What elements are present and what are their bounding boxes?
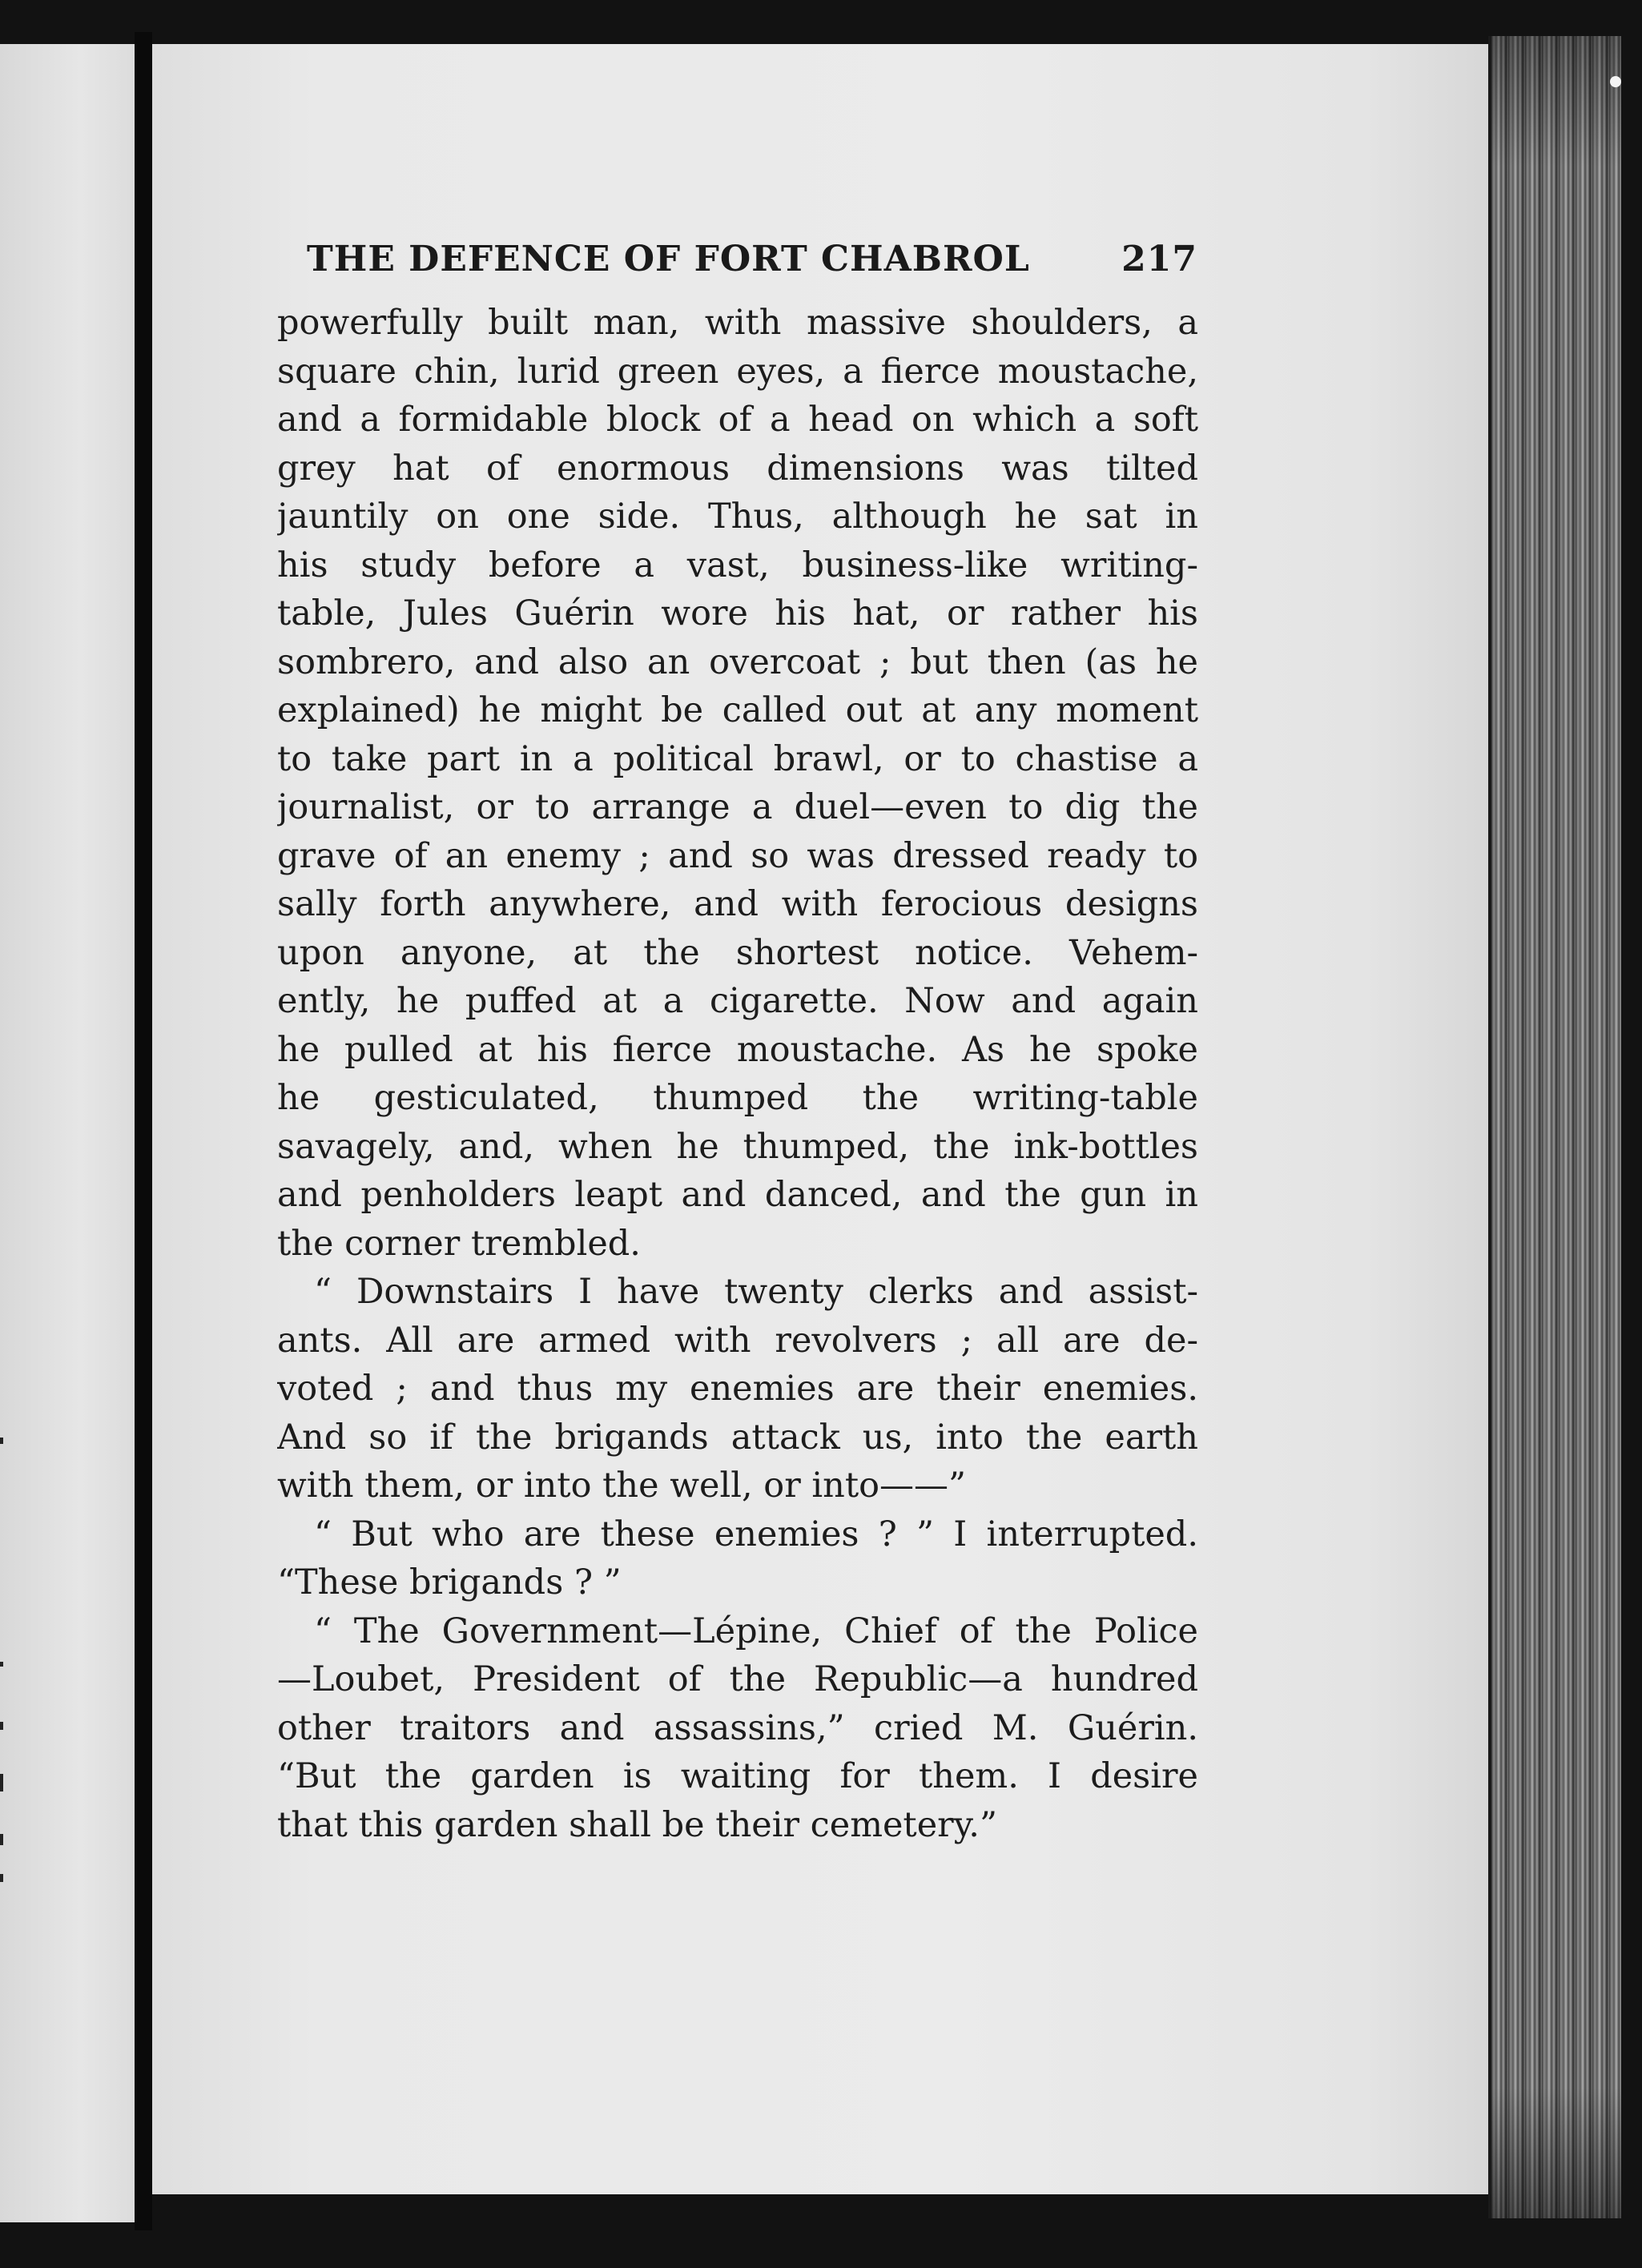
text-line: square chin, lurid green eyes, a fierce moustache, (277, 351, 1198, 392)
left-page-mark (0, 1662, 3, 1667)
left-page-mark (0, 1722, 3, 1730)
text-line: “ The Government—Lépine, Chief of the Police (314, 1611, 1198, 1651)
text-line: upon anyone, at the shortest notice. Vehem- (277, 932, 1198, 973)
text-line: powerfully built man, with massive shoulders, a (277, 303, 1198, 343)
text-line: “ Downstairs I have twenty clerks and assist- (314, 1272, 1198, 1312)
left-page-mark (0, 1834, 3, 1845)
text-line: and penholders leapt and danced, and the gun in (277, 1175, 1198, 1215)
text-line: other traitors and assassins,” cried M. Guérin. (277, 1707, 1198, 1748)
text-line: savagely, and, when he thumped, the ink-bottles (277, 1126, 1198, 1167)
text-line: journalist, or to arrange a duel—even to dig the (277, 787, 1198, 827)
left-page-mark (0, 1874, 3, 1882)
page-number: 217 (1121, 239, 1197, 279)
text-line: ently, he puffed at a cigarette. Now and again (277, 981, 1198, 1021)
text-line: And so if the brigands attack us, into the earth (277, 1417, 1198, 1458)
book-gutter (135, 32, 152, 2230)
text-line: table, Jules Guérin wore his hat, or rather his (277, 593, 1198, 633)
text-line: grave of an enemy ; and so was dressed ready to (277, 835, 1198, 876)
text-line: “ But who are these enemies ? ” I interrupted. (314, 1514, 1198, 1554)
text-line: that this garden shall be their cemetery.” (277, 1804, 997, 1845)
text-line: to take part in a political brawl, or to chastise a (277, 738, 1198, 779)
text-line: with them, or into the well, or into——” (277, 1466, 967, 1506)
left-page-edge (0, 44, 135, 2222)
left-page-mark (0, 1438, 3, 1444)
text-line: explained) he might be called out at any moment (277, 690, 1198, 730)
text-line: “These brigands ? ” (277, 1562, 622, 1602)
body-text (277, 299, 1198, 1849)
scan-speck (1610, 76, 1621, 87)
text-line: ants. All are armed with revolvers ; all are de- (277, 1320, 1198, 1361)
running-head (307, 239, 1197, 290)
text-line: and a formidable block of a head on which a soft (277, 400, 1198, 440)
text-line: —Loubet, President of the Republic—a hundred (277, 1659, 1198, 1699)
left-page-mark (0, 1774, 3, 1791)
text-line: he pulled at his fierce moustache. As he spoke (277, 1029, 1198, 1070)
text-line: his study before a vast, business-like writing- (277, 545, 1198, 585)
text-line: jauntily on one side. Thus, although he sat in (277, 497, 1198, 537)
text-line: sally forth anywhere, and with ferocious designs (277, 884, 1198, 924)
text-line: grey hat of enormous dimensions was tilted (277, 448, 1198, 489)
text-line: sombrero, and also an overcoat ; but then (as he (277, 641, 1198, 682)
text-line: voted ; and thus my enemies are their enemies. (277, 1369, 1198, 1409)
running-head-title: THE DEFENCE OF FORT CHABROL (307, 239, 1030, 279)
text-line: he gesticulated, thumped the writing-table (277, 1078, 1198, 1118)
text-line: the corner trembled. (277, 1223, 641, 1264)
text-line: “But the garden is waiting for them. I desire (277, 1756, 1198, 1796)
page-edges (1488, 36, 1621, 2218)
